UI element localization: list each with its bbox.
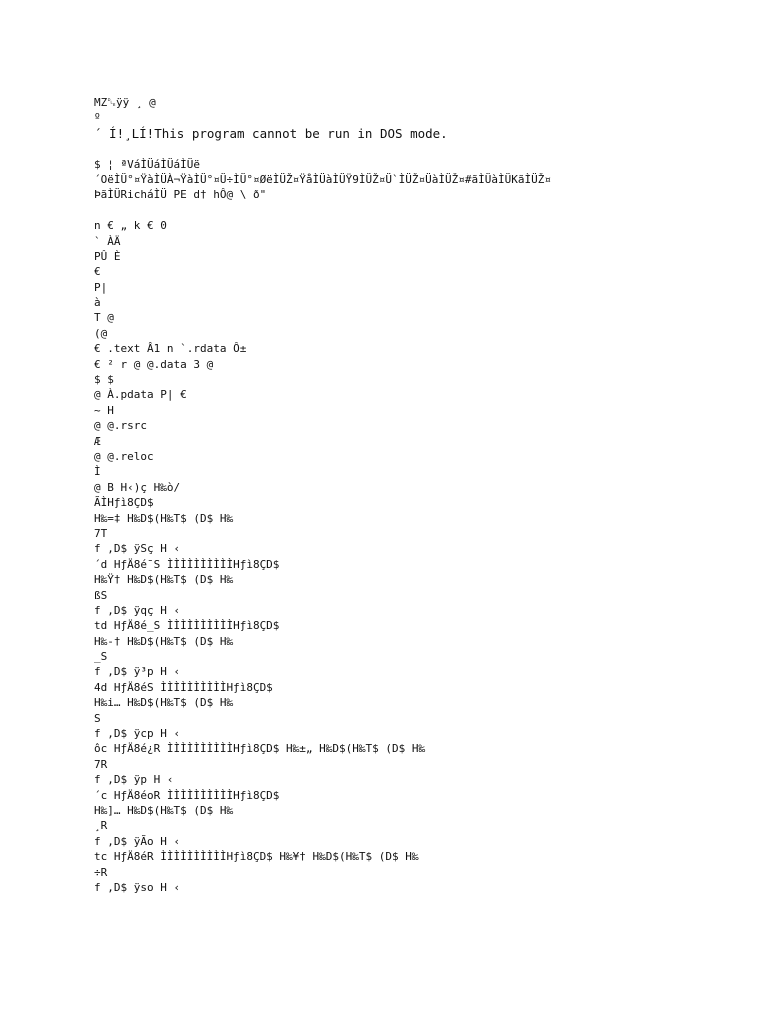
- text-line: H‰Ÿ† H‰D$(H‰T$ (D$ H‰: [94, 573, 234, 587]
- text-line: 7T: [94, 526, 108, 540]
- text-line: 7R: [94, 757, 108, 771]
- text-line: H‰-† H‰D$(H‰T$ (D$ H‰: [94, 634, 234, 648]
- text-line-dos-stub: ´ Í!¸LÍ!This program cannot be run in DOS mode.: [94, 125, 448, 141]
- text-line-section-pdata: @ À.pdata P| €: [94, 388, 187, 402]
- text-line: (@: [94, 326, 108, 340]
- text-line: T @: [94, 311, 114, 325]
- text-line: H‰i… H‰D$(H‰T$ (D$ H‰: [94, 696, 234, 710]
- text-line: à: [94, 296, 101, 310]
- text-line: f ,D$ ÿ³p H ‹: [94, 665, 181, 679]
- text-line: H‰=‡ H‰D$(H‰T$ (D$ H‰: [94, 511, 234, 525]
- text-line-section-reloc: @ @.reloc: [94, 449, 154, 463]
- text-line: S: [94, 711, 101, 725]
- text-line: tc HƒÄ8éR ÌÌÌÌÌÌÌÌÌÌHƒì8ÇD$ H‰¥† H‰D$(H‰T$ (D$ H‰: [94, 850, 419, 864]
- text-line: MZ␐ÿÿ ¸ @: [94, 96, 156, 109]
- text-line: ´d HƒÄ8é¯S ÌÌÌÌÌÌÌÌÌÌHƒì8ÇD$: [94, 557, 280, 571]
- text-line: f ,D$ ÿSç H ‹: [94, 542, 181, 556]
- text-line: Ì: [94, 465, 101, 479]
- binary-text-document: [94, 95, 674, 895]
- text-line: f ,D$ ÿp H ‹: [94, 773, 174, 787]
- text-line: ~ H: [94, 403, 114, 417]
- text-line: º: [94, 111, 101, 125]
- text-line: ßS: [94, 588, 108, 602]
- text-line: n € „ k € 0: [94, 219, 167, 233]
- text-line: ´c HƒÄ8éoR ÌÌÌÌÌÌÌÌÌÌHƒì8ÇD$: [94, 788, 280, 802]
- text-line-section-text: € .text Â1 n `.rdata Ô±: [94, 342, 247, 356]
- text-line: ÃÌHƒì8ÇD$: [94, 496, 154, 510]
- text-line: f ,D$ ÿÃo H ‹: [94, 834, 181, 848]
- text-line: f ,D$ ÿcp H ‹: [94, 727, 181, 741]
- text-line: td HƒÄ8é_S ÌÌÌÌÌÌÌÌÌÌHƒì8ÇD$: [94, 619, 280, 633]
- text-line: $ ¦ ªVáÌÜáÌÜáÌÜë: [94, 157, 200, 171]
- text-line: @ B H‹)ç H‰ò/: [94, 480, 181, 494]
- text-line: f ,D$ ÿqç H ‹: [94, 603, 181, 617]
- text-line: ¸R: [94, 819, 108, 833]
- text-line: ÷R: [94, 865, 108, 879]
- text-line: ` ÀÄ: [94, 234, 121, 248]
- text-line: 4d HƒÄ8éS ÌÌÌÌÌÌÌÌÌÌHƒì8ÇD$: [94, 680, 273, 694]
- text-line: f ,D$ ÿso H ‹: [94, 880, 181, 894]
- text-line-section-rsrc: @ @.rsrc: [94, 419, 147, 433]
- text-line: [94, 141, 674, 156]
- text-line: PÛ È: [94, 249, 121, 263]
- text-line: [94, 203, 674, 218]
- text-line-section-data: € ² r @ @.data 3 @: [94, 357, 214, 371]
- text-line: $ $: [94, 373, 114, 387]
- text-line: H‰]… H‰D$(H‰T$ (D$ H‰: [94, 803, 234, 817]
- text-line: _S: [94, 650, 108, 664]
- text-line: P|: [94, 280, 108, 294]
- text-line: ´OëÌÜ°¤ŸàÌÜÀ¬ŸàÌÜ°¤Ü÷ÌÜ°¤ØëÌÜŽ¤ŸåÌÜàÌÜŸ9ÌÜŽ¤Ü`ÌÜŽ¤ÜàÌÜŽ¤#ãÌÜàÌÜKãÌÜŽ¤: [94, 172, 551, 186]
- text-line: ôc HƒÄ8é¿R ÌÌÌÌÌÌÌÌÌÌHƒì8ÇD$ H‰±„ H‰D$(H‰T$ (D$ H‰: [94, 742, 426, 756]
- text-line: Æ: [94, 434, 101, 448]
- text-line: €: [94, 265, 101, 279]
- text-line: ÞãÌÜRicháÌÜ PE d† hÔ@ \ ð": [94, 188, 267, 202]
